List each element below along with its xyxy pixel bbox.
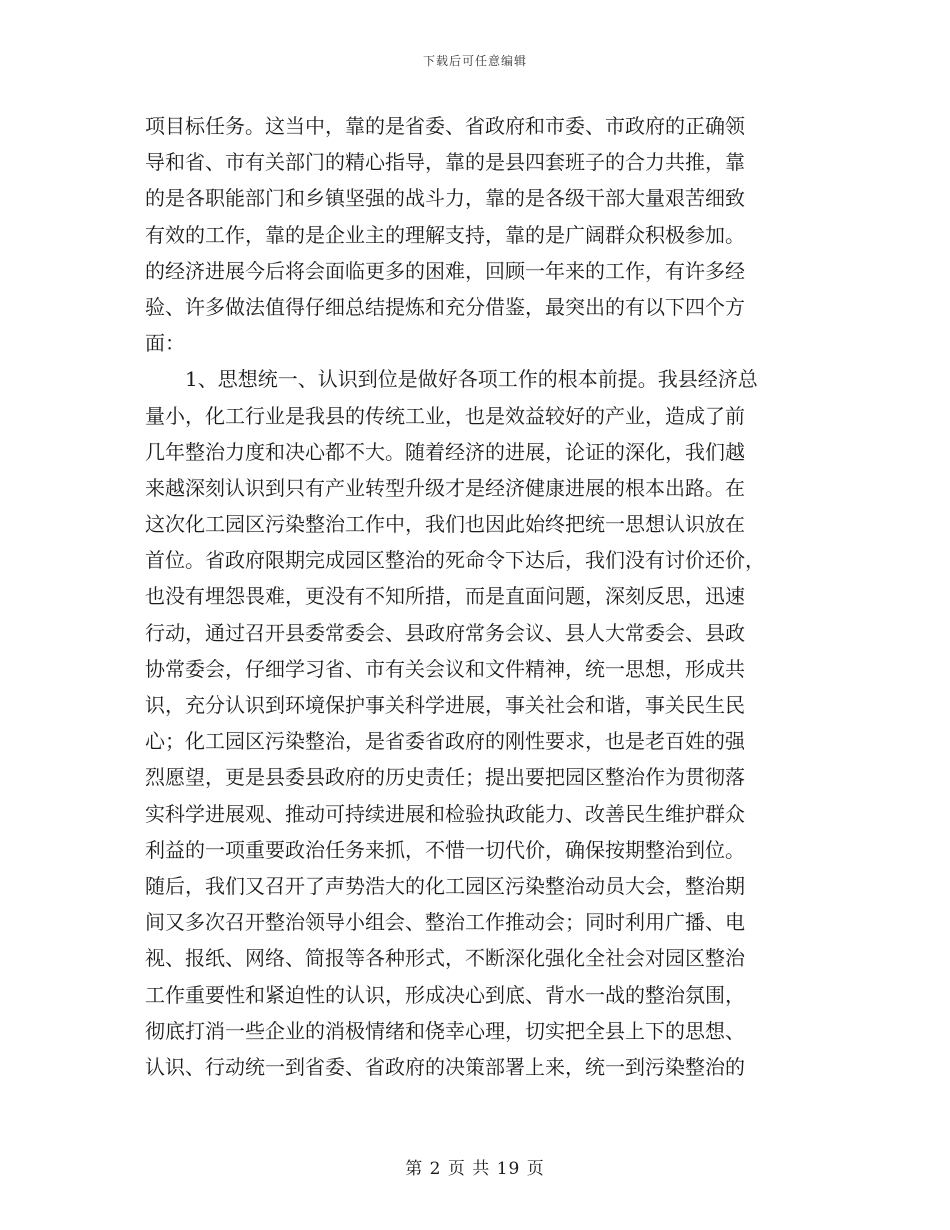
- text-line-content: 间又多次召开整治领导小组会、整治工作推动会；同时利用广播、电: [145, 910, 745, 935]
- page-header: 下载后可任意编辑: [422, 54, 527, 68]
- text-line-content: 量小，化工行业是我县的传统工业，也是效益较好的产业，造成了前: [145, 403, 745, 428]
- text-line: [145, 723, 807, 759]
- text-line: [145, 361, 807, 397]
- text-line-content: 工作重要性和紧迫性的认识，形成决心到底、背水一战的整治氛围，: [145, 982, 745, 1007]
- text-line-content: 实科学进展观、推动可持续进展和检验执政能力、改善民生维护群众: [145, 801, 745, 826]
- text-line-content: 项目标任务。这当中，靠的是省委、省政府和市委、市政府的正确领: [145, 114, 745, 138]
- text-line-content: 也没有埋怨畏难，更没有不知所措，而是直面问题，深刻反思，迅速: [145, 584, 745, 609]
- text-line: [145, 578, 807, 614]
- text-line: [145, 651, 807, 687]
- text-line-content: 的是各职能部门和乡镇坚强的战斗力，靠的是各级干部大量艰苦细致: [145, 186, 745, 211]
- text-line-content: 这次化工园区污染整治工作中，我们也因此始终把统一思想认识放在: [145, 512, 745, 537]
- text-line: [145, 832, 807, 868]
- text-line-content: 面：: [145, 331, 185, 356]
- text-line: [145, 289, 807, 325]
- text-line-content: 心；化工园区污染整治，是省委省政府的刚性要求，也是老百姓的强: [145, 729, 745, 754]
- text-line-content: 导和省、市有关部门的精心指导，靠的是县四套班子的合力共推，靠: [145, 150, 745, 175]
- text-line: [145, 470, 807, 506]
- text-line: [145, 542, 807, 578]
- text-line-content: 认识、行动统一到省委、省政府的决策部署上来，统一到污染整治的: [145, 1054, 745, 1079]
- text-line: [145, 253, 807, 289]
- text-line: [145, 398, 807, 434]
- text-line: [145, 144, 807, 180]
- text-line-content: 1、思想统一、认识到位是做好各项工作的根本前提。我县经济总: [145, 367, 758, 392]
- text-line-content: 视、报纸、网络、简报等各种形式，不断深化强化全社会对园区整治: [145, 946, 745, 971]
- text-line: [145, 615, 807, 651]
- text-line-content: 的经济进展今后将会面临更多的困难，回顾一年来的工作，有许多经: [145, 258, 745, 283]
- text-line: [145, 868, 807, 904]
- page-number-footer: 第 2 页 共 19 页: [405, 1159, 545, 1179]
- text-line-content: 有效的工作，靠的是企业主的理解支持，靠的是广阔群众积极参加。: [145, 222, 745, 247]
- text-line-content: 随后，我们又召开了声势浩大的化工园区污染整治动员大会，整治期: [145, 873, 745, 898]
- text-line-content: 几年整治力度和决心都不大。随着经济的进展，论证的深化，我们越: [145, 439, 745, 464]
- text-line: [145, 759, 807, 795]
- text-line: [145, 904, 807, 940]
- text-line-content: 彻底打消一些企业的消极情绪和侥幸心理，切实把全县上下的思想、: [145, 1018, 745, 1043]
- text-line-content: 验、许多做法值得仔细总结提炼和充分借鉴，最突出的有以下四个方: [145, 294, 745, 319]
- body-text: [145, 108, 807, 1085]
- text-line: [145, 506, 807, 542]
- text-line: [145, 796, 807, 832]
- text-line-content: 烈愿望，更是县委县政府的历史责任；提出要把园区整治作为贯彻落: [145, 765, 745, 790]
- text-line: [145, 940, 807, 976]
- text-line: [145, 325, 807, 361]
- text-line: [145, 434, 807, 470]
- text-line: [145, 108, 807, 144]
- text-line-content: 首位。省政府限期完成园区整治的死命令下达后，我们没有讨价还价，: [145, 548, 765, 573]
- text-line-content: 来越深刻认识到只有产业转型升级才是经济健康进展的根本出路。在: [145, 475, 745, 500]
- text-line-content: 识，充分认识到环境保护事关科学进展，事关社会和谐，事关民生民: [145, 693, 745, 717]
- text-line: [145, 977, 807, 1013]
- text-line: [145, 180, 807, 216]
- text-line-content: 行动，通过召开县委常委会、县政府常务会议、县人大常委会、县政: [145, 620, 745, 645]
- text-line: [145, 1013, 807, 1049]
- text-line: [145, 687, 807, 723]
- text-line-content: 协常委会，仔细学习省、市有关会议和文件精神，统一思想，形成共: [145, 656, 745, 681]
- text-line-content: 利益的一项重要政治任务来抓，不惜一切代价，确保按期整治到位。: [145, 837, 745, 862]
- text-line: [145, 1049, 807, 1085]
- text-line: [145, 217, 807, 253]
